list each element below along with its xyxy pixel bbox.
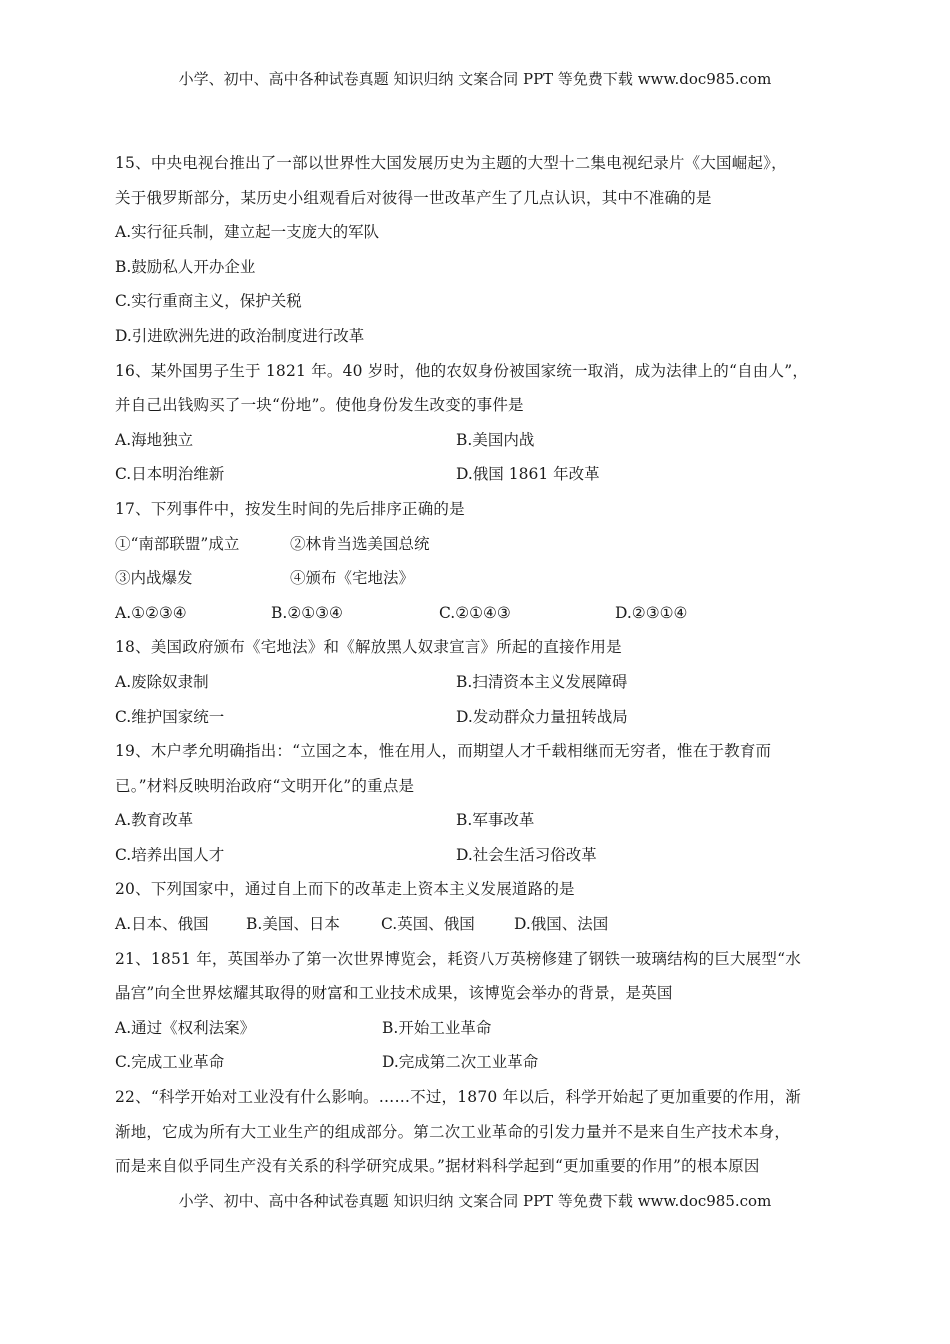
q15-option-b: B.鼓励私人开办企业 [115, 257, 256, 276]
q17-item-3: ③内战爆发 [115, 569, 193, 588]
q17-item-2: ②林肯当选美国总统 [290, 534, 430, 553]
q20-option-b: B.美国、日本 [246, 915, 340, 934]
page-footer: 小学、初中、高中各种试卷真题 知识归纳 文案合同 PPT 等免费下载 www.doc985.com [178, 1192, 772, 1210]
q17-items-row-1 [115, 527, 855, 562]
q17-item-1: ①“南部联盟”成立 [115, 534, 240, 553]
q19-stem-line-1: 19、木户孝允明确指出：“立国之本，惟在用人，而期望人才千载相继而无穷者，惟在于教育而 [115, 742, 772, 761]
q16-options-row-2 [115, 457, 855, 492]
q18-option-b: B.扫清资本主义发展障碍 [456, 672, 628, 691]
q19-option-b: B.军事改革 [456, 811, 535, 830]
q19-option-c: C.培养出国人才 [115, 845, 225, 864]
q19-option-d: D.社会生活习俗改革 [456, 845, 597, 864]
q16-option-c: C.日本明治维新 [115, 465, 225, 484]
q20-option-d: D.俄国、法国 [514, 915, 609, 934]
q21-option-c: C.完成工业革命 [115, 1053, 225, 1072]
q16-option-d: D.俄国 1861 年改革 [456, 465, 600, 484]
q21-stem-line-2: 晶宫”向全世界炫耀其取得的财富和工业技术成果，该博览会举办的背景，是英国 [115, 984, 673, 1003]
q15-option-c: C.实行重商主义，保护关税 [115, 292, 302, 311]
q22-stem-line-3: 而是来自似乎同生产没有关系的科学研究成果。”据材料科学起到“更加重要的作用”的根本原因 [115, 1157, 760, 1176]
q19-stem-line-2: 已。”材料反映明治政府“文明开化”的重点是 [115, 776, 415, 795]
q15-stem-line-2: 关于俄罗斯部分，某历史小组观看后对彼得一世改革产生了几点认识，其中不准确的是 [115, 188, 712, 207]
q16-option-b: B.美国内战 [456, 430, 535, 449]
q18-option-a: A.废除奴隶制 [115, 672, 209, 691]
q18-option-c: C.维护国家统一 [115, 707, 225, 726]
q16-option-a: A.海地独立 [115, 430, 194, 449]
q16-options-row-1 [115, 423, 855, 458]
q16-stem-line-2: 并自己出钱购买了一块“份地”。使他身份发生改变的事件是 [115, 396, 524, 415]
q21-option-b: B.开始工业革命 [382, 1018, 492, 1037]
q21-stem-line-1: 21、1851 年，英国举办了第一次世界博览会，耗资八万英榜修建了钢铁一玻璃结构的巨大展型“水 [115, 949, 801, 968]
q20-stem-line-1: 20、下列国家中，通过自上而下的改革走上资本主义发展道路的是 [115, 880, 575, 899]
q17-stem-line-1: 17、下列事件中，按发生时间的先后排序正确的是 [115, 499, 465, 518]
q22-stem-line-2: 渐地，它成为所有大工业生产的组成部分。第二次工业革命的引发力量并不是来自生产技术本身， [115, 1122, 791, 1141]
q18-stem-line-1: 18、美国政府颁布《宅地法》和《解放黑人奴隶宣言》所起的直接作用是 [115, 638, 622, 657]
q17-item-4: ④颁布《宅地法》 [290, 569, 415, 588]
q21-options-row-1 [115, 1011, 855, 1046]
q21-options-row-2 [115, 1045, 855, 1080]
q20-option-c: C.英国、俄国 [381, 915, 475, 934]
q18-options-row-2 [115, 700, 855, 735]
q17-option-d: D.②③①④ [615, 603, 688, 622]
q15-option-d: D.引进欧洲先进的政治制度进行改革 [115, 326, 365, 345]
q19-options-row-2 [115, 838, 855, 873]
q15-stem-line-1: 15、中央电视台推出了一部以世界性大国发展历史为主题的大型十二集电视纪录片《大国崛起》， [115, 154, 787, 172]
q18-option-d: D.发动群众力量扭转战局 [456, 707, 628, 726]
q17-options-row [115, 596, 855, 631]
page-header: 小学、初中、高中各种试卷真题 知识归纳 文案合同 PPT 等免费下载 www.doc985.com [178, 70, 772, 88]
q17-option-c: C.②①④③ [439, 603, 511, 622]
q16-stem-line-1: 16、某外国男子生于 1821 年。40 岁时，他的农奴身份被国家统一取消，成为法律上的“自由人”， [115, 361, 809, 380]
q21-option-a: A.通过《权利法案》 [115, 1018, 256, 1037]
q19-options-row-1 [115, 803, 855, 838]
q20-options-row [115, 907, 855, 942]
q22-stem-line-1: 22、“科学开始对工业没有什么影响。……不过，1870 年以后，科学开始起了更加重要的作用，渐 [115, 1088, 801, 1107]
q21-option-d: D.完成第二次工业革命 [382, 1053, 539, 1072]
q18-options-row-1 [115, 665, 855, 700]
q19-option-a: A.教育改革 [115, 811, 194, 830]
q20-option-a: A.日本、俄国 [115, 915, 209, 934]
question-list [115, 146, 855, 1184]
q17-option-b: B.②①③④ [271, 603, 343, 622]
q17-option-a: A.①②③④ [115, 603, 187, 622]
q17-items-row-2 [115, 561, 855, 596]
q15-option-a: A.实行征兵制，建立起一支庞大的军队 [115, 223, 380, 242]
